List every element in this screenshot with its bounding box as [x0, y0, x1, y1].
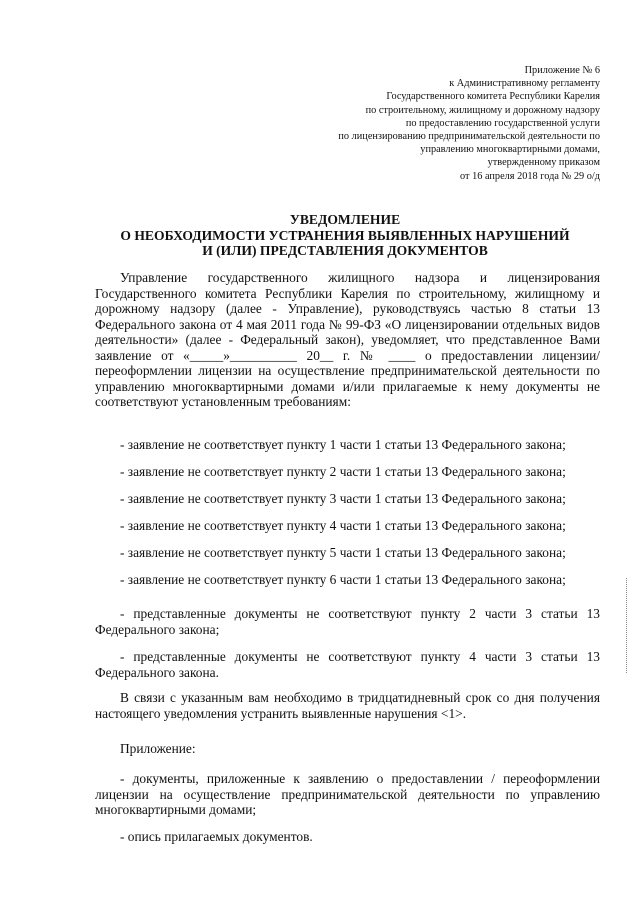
appendix-line: по лицензированию предпринимательской деятельности по: [338, 131, 600, 143]
list-item: - представленные документы не соответствуют пункту 2 части 3 статьи 13 Федерального закона;: [95, 606, 600, 637]
appendix-line: по строительному, жилищному и дорожному надзору: [365, 104, 600, 116]
title-line-3: И (ИЛИ) ПРЕДСТАВЛЕНИЯ ДОКУМЕНТОВ: [202, 243, 488, 258]
list-item: - заявление не соответствует пункту 1 части 1 статьи 13 Федерального закона;: [120, 437, 566, 452]
attachment-item: - опись прилагаемых документов.: [120, 829, 313, 844]
scan-edge-mark: [626, 578, 631, 673]
intro-paragraph: Управление государственного жилищного надзора и лицензирования Государственного комитета Республики Карелия по строительному, жилищному и дорожному надзору (далее - Управление), руководствуясь частью 8 статьи 13 Федерального закона от 4 мая 2011 года № 99-ФЗ «О лицензировании отдельных видов деятельности» (далее - Федеральный закон), уведомляет, что представленное Вами заявление от «_____»__________ 20__ г. № ____ о предоставлении лицензии/переоформлении лицензии на осуществление предпринимательской деятельности по управлению многоквартирными домами и/или прилагаемые к нему документы не соответствуют установленным требованиям:: [95, 270, 600, 409]
conclusion-paragraph: В связи с указанным вам необходимо в тридцатидневный срок со дня получения настоящего уведомления устранить выявленные нарушения <1>.: [95, 690, 600, 721]
appendix-line: Приложение № 6: [524, 65, 600, 76]
appendix-line: от 16 апреля 2018 года № 29 о/д: [460, 170, 600, 182]
violations-list: [95, 437, 600, 599]
appendix-header: [300, 64, 600, 183]
appendix-line: к Административному регламенту: [449, 78, 600, 90]
appendix-line: управлению многоквартирными домами,: [420, 144, 600, 156]
list-item: - заявление не соответствует пункту 3 части 1 статьи 13 Федерального закона;: [120, 491, 566, 506]
attachment-item: - документы, приложенные к заявлению о предоставлении / переоформлении лицензии на осуществление предпринимательской деятельности по управлению многоквартирными домами;: [95, 771, 600, 817]
appendix-line: по предоставлению государственной услуги: [405, 117, 600, 129]
title-line-2: О НЕОБХОДИМОСТИ УСТРАНЕНИЯ ВЫЯВЛЕННЫХ НАРУШЕНИЙ: [120, 227, 570, 243]
list-item: - заявление не соответствует пункту 4 части 1 статьи 13 Федерального закона;: [120, 518, 566, 533]
list-item: - заявление не соответствует пункту 2 части 1 статьи 13 Федерального закона;: [120, 464, 566, 479]
document-title: [90, 212, 600, 259]
list-item: - заявление не соответствует пункту 6 части 1 статьи 13 Федерального закона;: [120, 572, 566, 587]
appendix-line: Государственного комитета Республики Карелия: [386, 91, 600, 103]
appendix-line: утвержденному приказом: [487, 157, 600, 169]
title-line-1: УВЕДОМЛЕНИЕ: [289, 212, 401, 227]
attachment-heading: Приложение:: [120, 741, 196, 756]
list-item: - представленные документы не соответствуют пункту 4 части 3 статьи 13 Федерального закона.: [95, 649, 600, 680]
list-item: - заявление не соответствует пункту 5 части 1 статьи 13 Федерального закона;: [120, 545, 566, 560]
